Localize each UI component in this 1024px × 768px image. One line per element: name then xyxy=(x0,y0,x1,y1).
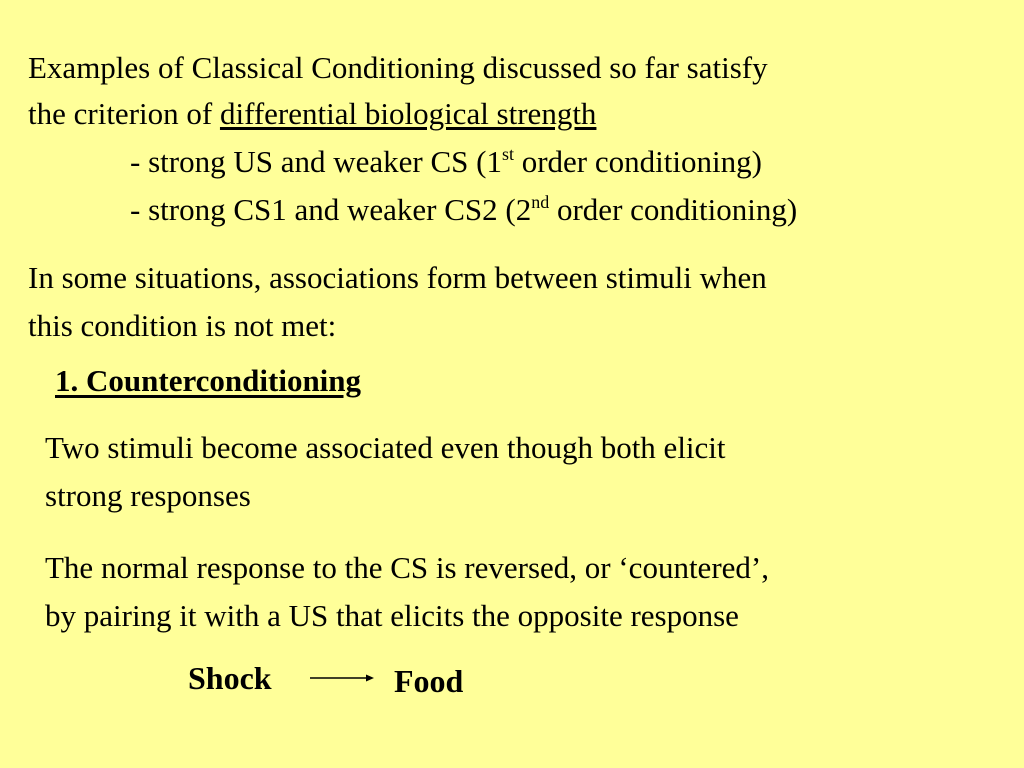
intro-line-2 xyxy=(28,96,596,132)
intro-line-2-prefix: the criterion of xyxy=(28,96,220,131)
food-label: Food xyxy=(394,663,464,699)
situation-line-1: In some situations, associations form between stimuli when xyxy=(28,260,767,295)
definition-line-2: strong responses xyxy=(45,478,251,513)
situation-line-2: this condition is not met: xyxy=(28,308,337,343)
definition-line-1: Two stimuli become associated even though both elicit xyxy=(45,430,726,465)
section-heading: 1. Counterconditioning xyxy=(55,363,362,398)
bullet-first-order-text: - strong US and weaker CS (1 xyxy=(130,144,502,179)
intro-line-1: Examples of Classical Conditioning discussed so far satisfy xyxy=(28,50,768,85)
bullet-first-order-suffix: order conditioning) xyxy=(513,144,762,179)
criterion-term: differential biological strength xyxy=(219,96,597,131)
explanation-line-2: by pairing it with a US that elicits the opposite response xyxy=(45,598,739,633)
bullet-first-order xyxy=(130,144,762,180)
explanation-line-1: The normal response to the CS is reversed, or ‘countered’, xyxy=(45,550,769,585)
bullet-first-order-sup: st xyxy=(501,144,514,164)
bullet-second-order-suffix: order conditioning) xyxy=(549,192,798,227)
bullet-second-order xyxy=(130,192,797,228)
shock-label: Shock xyxy=(188,660,272,696)
bullet-second-order-sup: nd xyxy=(531,192,550,212)
right-arrow-icon xyxy=(310,672,374,684)
bullet-second-order-text: - strong CS1 and weaker CS2 (2 xyxy=(130,192,532,227)
